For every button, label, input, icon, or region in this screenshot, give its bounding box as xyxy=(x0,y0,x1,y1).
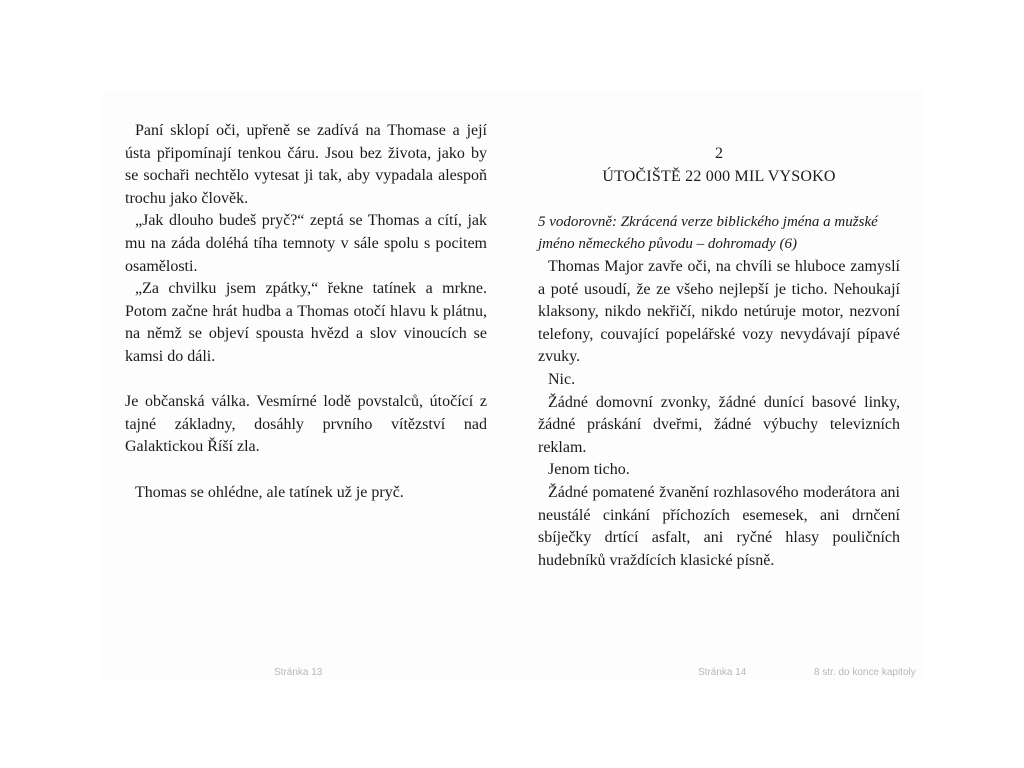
paragraph: Thomas Major zavře oči, na chvíli se hluboce zamyslí a poté usoudí, že ze všeho nejlepší je ticho. Nehoukají klaksony, nikdo nekřičí, nikdo netúruje motor, nezvoní telefony, couvající popelářské vozy nevydávají pípavé zvuky. xyxy=(538,257,900,366)
chapter-number: 2 xyxy=(715,145,723,162)
chapter-gap xyxy=(538,188,900,211)
paragraph-gap xyxy=(125,369,487,392)
paragraph: Paní sklopí oči, upřeně se zadívá na Thomase a její ústa připomínají tenkou čáru. Jsou bez života, jako by se sochaři nechtělo vytesat ji tak, aby vypadala alespoň trochu jako člověk. xyxy=(125,122,487,207)
book-spread xyxy=(101,91,924,680)
paragraph: „Za chvilku jsem zpátky,“ řekne tatínek a mrkne. Potom začne hrát hudba a Thomas otočí hlavu k plátnu, na němž se objeví spousta hvězd a slov vinoucích se kamsi do dáli. xyxy=(125,280,487,365)
right-page[interactable] xyxy=(538,143,900,572)
paragraph: Je občanská válka. Vesmírné lodě povstalců, útočící z tajné základny, dosáhly prvního vítězství nad Galaktickou Říší zla. xyxy=(125,393,487,456)
paragraph: Jenom ticho. xyxy=(548,461,630,479)
chapter-epigraph: 5 vodorovně: Zkrácená verze biblického jména a mužské jméno německého původu – dohromady (6) xyxy=(538,213,878,253)
paragraph-gap xyxy=(125,459,487,482)
paragraph: Žádné domovní zvonky, žádné dunící basové linky, žádné práskání dveřmi, žádné výbuchy televizních reklam. xyxy=(538,393,900,456)
paragraph: Nic. xyxy=(548,370,576,388)
left-page[interactable] xyxy=(125,120,487,504)
left-page-number: Stránka 13 xyxy=(274,667,323,678)
paragraph: Žádné pomatené žvanění rozhlasového moderátora ani neustálé cinkání příchozích esemesek, ani drnčení sbíječky drtící asfalt, ani ryčné hlasy pouličních hudebníků vraždících klasické písně. xyxy=(538,483,900,569)
right-page-number: Stránka 14 xyxy=(698,667,747,678)
chapter-title: ÚTOČIŠTĚ 22 000 MIL VYSOKO xyxy=(602,167,836,185)
paragraph: „Jak dlouho budeš pryč?“ zeptá se Thomas a cítí, jak mu na záda doléhá tíha temnoty v sále spolu s pocitem osamělosti. xyxy=(125,212,487,275)
pages-remaining-in-chapter: 8 str. do konce kapitoly xyxy=(814,667,916,678)
paragraph: Thomas se ohlédne, ale tatínek už je pryč. xyxy=(135,483,404,501)
